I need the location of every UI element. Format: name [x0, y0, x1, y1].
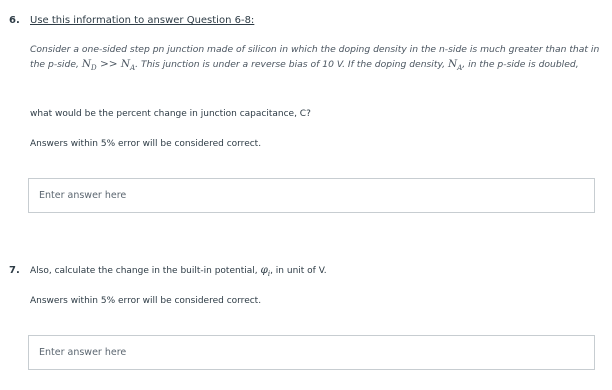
scenario-text-part1: Consider a one-sided step pn junction made of silicon in which the doping density in the n-side is much greater than that in the p-side, — [30, 44, 600, 70]
much-greater-symbol: >> — [96, 58, 121, 70]
question-6-prompt: what would be the percent change in junction capacitance, C? — [30, 109, 311, 119]
phi-symbol: $\varphi_i$ — [260, 264, 271, 279]
na-symbol: $N_A$ — [120, 58, 136, 73]
question-6-answer-box[interactable] — [28, 178, 595, 213]
question-6-answer-input[interactable] — [29, 179, 594, 212]
question-7-tolerance-note: Answers within 5% error will be considered correct. — [30, 296, 262, 306]
question-6-number: 6. — [9, 15, 20, 26]
na-symbol-2: $N_A$ — [448, 58, 463, 73]
scenario-text-part2: . This junction is under a reverse bias of 10 V. If the doping density, — [135, 59, 449, 70]
question-7-number: 7. — [9, 265, 20, 276]
question-7-prompt-before: Also, calculate the change in the built-in potential, — [30, 266, 261, 276]
nd-symbol: $N_D$ — [81, 58, 97, 73]
scenario-text-part3: , in the p-side is doubled, — [462, 59, 579, 70]
question-6-scenario — [30, 42, 605, 76]
question-7-answer-input[interactable] — [29, 336, 594, 369]
question-6-tolerance-note: Answers within 5% error will be considered correct. — [30, 139, 262, 149]
question-7-prompt-after: , in unit of V. — [270, 266, 327, 276]
question-7-prompt — [30, 264, 327, 278]
question-7-answer-box[interactable] — [28, 335, 595, 370]
question-6-heading: Use this information to answer Question 6-8: — [30, 15, 255, 26]
